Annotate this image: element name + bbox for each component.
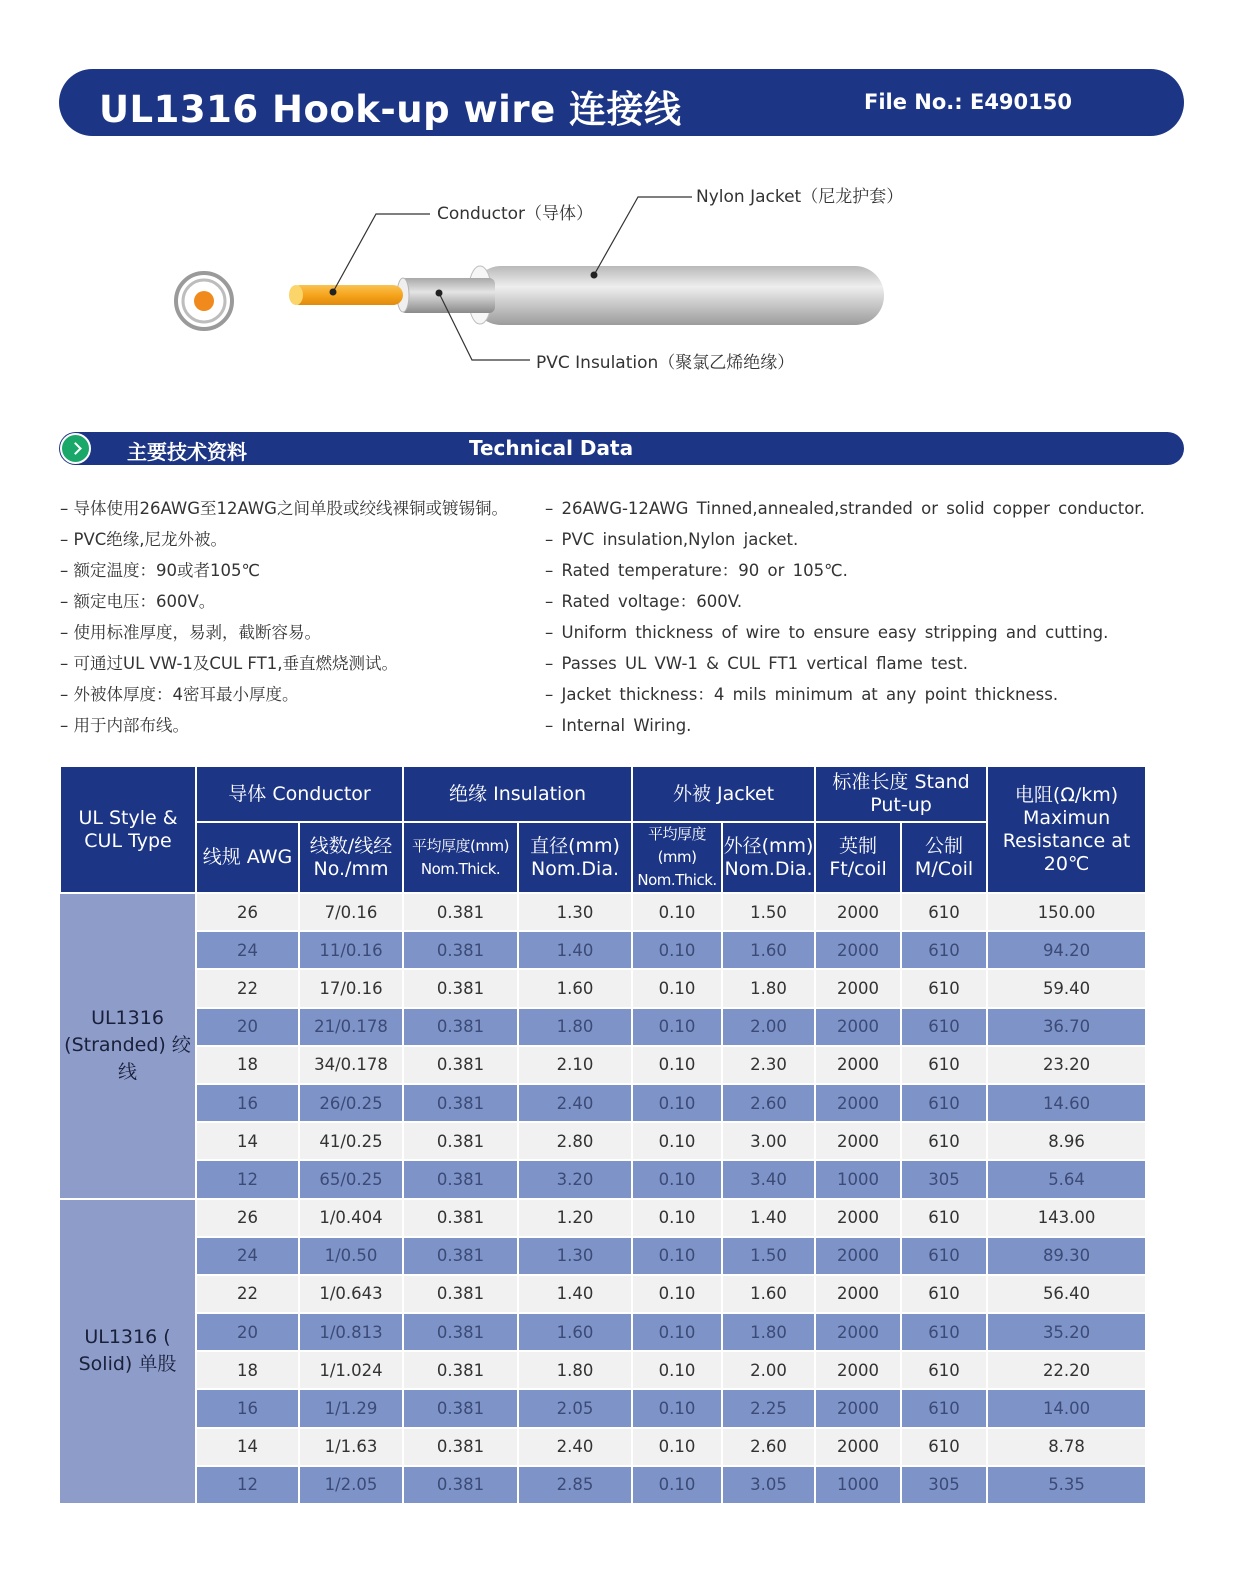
table-cell: 0.10 (632, 1389, 722, 1427)
table-cell: 22.20 (987, 1351, 1146, 1389)
conductor-label: Conductor（导体） (437, 204, 594, 224)
table-cell: 8.96 (987, 1122, 1146, 1160)
header-conductor: 导体 Conductor (196, 766, 403, 822)
table-row (60, 1084, 1146, 1122)
table-cell: 2000 (815, 931, 901, 969)
spec-item-en: – PVC insulation,Nylon jacket. (545, 527, 1185, 558)
table-cell: 610 (901, 1428, 987, 1466)
table-cell: 143.00 (987, 1199, 1146, 1237)
table-cell: 1.50 (722, 1237, 815, 1275)
table-cell: 16 (196, 1389, 299, 1427)
table-cell: 0.10 (632, 1351, 722, 1389)
table-cell: 0.10 (632, 1275, 722, 1313)
table-row (60, 931, 1146, 969)
table-cell: 20 (196, 1313, 299, 1351)
header-jac-dia: 外径(mm) Nom.Dia. (722, 822, 815, 893)
table-cell: 1/0.643 (299, 1275, 403, 1313)
table-cell: 0.10 (632, 1122, 722, 1160)
table-cell: 0.10 (632, 1313, 722, 1351)
header-putup: 标准长度 Stand Put-up (815, 766, 987, 822)
table-cell: 2000 (815, 1313, 901, 1351)
table-cell: 2000 (815, 1084, 901, 1122)
spec-item-cn: – 可通过UL VW-1及CUL FT1,垂直燃烧测试。 (60, 651, 540, 682)
spec-item-cn: – 使用标准厚度，易剥，截断容易。 (60, 620, 540, 651)
table-cell: 1.80 (722, 1313, 815, 1351)
table-cell: 0.10 (632, 1084, 722, 1122)
table-cell: 22 (196, 969, 299, 1007)
table-cell: 41/0.25 (299, 1122, 403, 1160)
table-row (60, 1313, 1146, 1351)
table-cell: 22 (196, 1275, 299, 1313)
table-row (60, 1237, 1146, 1275)
group-label: UL1316 ( Solid) 单股 (60, 1199, 196, 1505)
table-cell: 0.381 (403, 1046, 518, 1084)
table-cell: 89.30 (987, 1237, 1146, 1275)
table-cell: 0.10 (632, 1008, 722, 1046)
table-cell: 1.60 (518, 1313, 632, 1351)
table-cell: 610 (901, 1084, 987, 1122)
table-cell: 2000 (815, 1008, 901, 1046)
table-cell: 1/0.404 (299, 1199, 403, 1237)
table-cell: 0.10 (632, 969, 722, 1007)
cross-section-icon (176, 273, 232, 329)
table-cell: 2000 (815, 1237, 901, 1275)
table-row (60, 1428, 1146, 1466)
table-cell: 2.80 (518, 1122, 632, 1160)
table-row (60, 1160, 1146, 1198)
table-cell: 1/0.50 (299, 1237, 403, 1275)
table-cell: 26 (196, 893, 299, 931)
chevron-right-icon (60, 433, 91, 464)
table-cell: 23.20 (987, 1046, 1146, 1084)
spec-list-en (545, 496, 1185, 744)
table-row (60, 1046, 1146, 1084)
table-cell: 0.381 (403, 1237, 518, 1275)
table-cell: 8.78 (987, 1428, 1146, 1466)
table-cell: 0.10 (632, 893, 722, 931)
header-insulation: 绝缘 Insulation (403, 766, 632, 822)
table-cell: 14.00 (987, 1389, 1146, 1427)
table-row (60, 1122, 1146, 1160)
table-cell: 0.10 (632, 931, 722, 969)
table-cell: 24 (196, 1237, 299, 1275)
table-cell: 2.30 (722, 1046, 815, 1084)
header-m-coil: 公制 M/Coil (901, 822, 987, 893)
table-cell: 0.381 (403, 1466, 518, 1504)
header-ins-thick: 平均厚度(mm) Nom.Thick. (403, 822, 518, 893)
table-cell: 20 (196, 1008, 299, 1046)
pvc-insulation-label: PVC Insulation（聚氯乙烯绝缘） (536, 353, 795, 373)
spec-item-en: – Jacket thickness：4 mils minimum at any point thickness. (545, 682, 1185, 713)
table-cell: 2.00 (722, 1351, 815, 1389)
table-cell: 14 (196, 1428, 299, 1466)
spec-list-cn (60, 496, 540, 744)
spec-item-cn: – PVC绝缘,尼龙外被。 (60, 527, 540, 558)
table-cell: 610 (901, 893, 987, 931)
table-cell: 0.381 (403, 1122, 518, 1160)
table-cell: 610 (901, 1046, 987, 1084)
header-jacket: 外被 Jacket (632, 766, 815, 822)
table-cell: 2.40 (518, 1084, 632, 1122)
table-cell: 2.00 (722, 1008, 815, 1046)
header-style: UL Style & CUL Type (60, 766, 196, 893)
table-cell: 2.40 (518, 1428, 632, 1466)
nylon-jacket-label: Nylon Jacket（尼龙护套） (696, 187, 904, 207)
spec-item-cn: – 额定温度：90或者105℃ (60, 558, 540, 589)
title-banner (59, 69, 1184, 136)
table-cell: 2000 (815, 1275, 901, 1313)
table-cell: 21/0.178 (299, 1008, 403, 1046)
table-cell: 305 (901, 1160, 987, 1198)
table-cell: 1.60 (722, 1275, 815, 1313)
file-number: File No.: E490150 (863, 90, 1072, 114)
table-body (60, 893, 1146, 1504)
header-ins-dia: 直径(mm) Nom.Dia. (518, 822, 632, 893)
table-cell: 56.40 (987, 1275, 1146, 1313)
table-cell: 2.60 (722, 1428, 815, 1466)
table-cell: 1.50 (722, 893, 815, 931)
table-cell: 610 (901, 1122, 987, 1160)
table-cell: 5.64 (987, 1160, 1146, 1198)
table-cell: 2.60 (722, 1084, 815, 1122)
table-cell: 150.00 (987, 893, 1146, 931)
table-cell: 65/0.25 (299, 1160, 403, 1198)
table-cell: 0.10 (632, 1160, 722, 1198)
table-row (60, 1351, 1146, 1389)
table-cell: 0.381 (403, 893, 518, 931)
group-label: UL1316 (Stranded) 绞线 (60, 893, 196, 1199)
spec-item-en: – Internal Wiring. (545, 713, 1185, 744)
table-cell: 3.00 (722, 1122, 815, 1160)
table-cell: 2000 (815, 1199, 901, 1237)
table-cell: 1/1.024 (299, 1351, 403, 1389)
table-cell: 1.60 (722, 931, 815, 969)
header-ft-coil: 英制 Ft/coil (815, 822, 901, 893)
table-cell: 2.85 (518, 1466, 632, 1504)
table-cell: 0.381 (403, 1084, 518, 1122)
table-cell: 0.381 (403, 1428, 518, 1466)
page-title: UL1316 Hook-up wire 连接线 (99, 88, 682, 131)
technical-data-banner (59, 432, 1184, 465)
header-awg: 线规 AWG (196, 822, 299, 893)
table-cell: 1/0.813 (299, 1313, 403, 1351)
table-cell: 2.25 (722, 1389, 815, 1427)
table-row (60, 969, 1146, 1007)
section-title-cn: 主要技术资料 (127, 440, 247, 464)
table-row (60, 893, 1146, 931)
table-cell: 610 (901, 1313, 987, 1351)
table-cell: 2000 (815, 893, 901, 931)
table-cell: 26 (196, 1199, 299, 1237)
section-title-en: Technical Data (469, 436, 634, 460)
table-cell: 0.381 (403, 1351, 518, 1389)
table-cell: 24 (196, 931, 299, 969)
table-cell: 2.05 (518, 1389, 632, 1427)
spec-table (59, 765, 1147, 1505)
table-cell: 0.381 (403, 931, 518, 969)
table-cell: 1.40 (518, 1275, 632, 1313)
table-cell: 1.20 (518, 1199, 632, 1237)
table-cell: 1/1.63 (299, 1428, 403, 1466)
spec-item-cn: – 外被体厚度：4密耳最小厚度。 (60, 682, 540, 713)
table-cell: 1.40 (518, 931, 632, 969)
table-cell: 0.381 (403, 1275, 518, 1313)
table-cell: 0.381 (403, 1199, 518, 1237)
table-cell: 1.30 (518, 893, 632, 931)
table-cell: 0.381 (403, 1160, 518, 1198)
table-cell: 1.80 (518, 1351, 632, 1389)
table-cell: 0.10 (632, 1046, 722, 1084)
table-cell: 1.60 (518, 969, 632, 1007)
table-cell: 610 (901, 931, 987, 969)
table-cell: 14 (196, 1122, 299, 1160)
table-cell: 59.40 (987, 969, 1146, 1007)
table-cell: 0.10 (632, 1237, 722, 1275)
table-cell: 0.10 (632, 1428, 722, 1466)
table-cell: 2000 (815, 1351, 901, 1389)
table-cell: 610 (901, 1389, 987, 1427)
table-cell: 12 (196, 1466, 299, 1504)
table-cell: 1.80 (518, 1008, 632, 1046)
spec-item-en: – Passes UL VW-1 & CUL FT1 vertical flame test. (545, 651, 1185, 682)
table-cell: 610 (901, 1008, 987, 1046)
header-resistance: 电阻(Ω/km) Maximun Resistance at 20℃ (987, 766, 1146, 893)
table-cell: 2000 (815, 1428, 901, 1466)
table-cell: 36.70 (987, 1008, 1146, 1046)
table-cell: 94.20 (987, 931, 1146, 969)
table-cell: 1000 (815, 1466, 901, 1504)
table-cell: 1.80 (722, 969, 815, 1007)
table-cell: 17/0.16 (299, 969, 403, 1007)
table-cell: 1/1.29 (299, 1389, 403, 1427)
table-cell: 2000 (815, 1389, 901, 1427)
header-no-mm: 线数/线经 No./mm (299, 822, 403, 893)
wire-side-view (289, 266, 884, 325)
table-cell: 0.381 (403, 1313, 518, 1351)
table-row (60, 1199, 1146, 1237)
spec-item-cn: – 导体使用26AWG至12AWG之间单股或绞线裸铜或镀锡铜。 (60, 496, 540, 527)
table-row (60, 1008, 1146, 1046)
table-row (60, 1389, 1146, 1427)
table-cell: 7/0.16 (299, 893, 403, 931)
table-cell: 610 (901, 1237, 987, 1275)
spec-item-en: – Rated voltage：600V. (545, 589, 1185, 620)
table-row (60, 1275, 1146, 1313)
table-cell: 610 (901, 1351, 987, 1389)
table-cell: 0.381 (403, 1389, 518, 1427)
table-cell: 5.35 (987, 1466, 1146, 1504)
table-cell: 0.381 (403, 1008, 518, 1046)
table-cell: 12 (196, 1160, 299, 1198)
table-cell: 18 (196, 1351, 299, 1389)
table-cell: 2000 (815, 1122, 901, 1160)
table-cell: 3.05 (722, 1466, 815, 1504)
table-cell: 305 (901, 1466, 987, 1504)
table-cell: 2000 (815, 969, 901, 1007)
table-cell: 16 (196, 1084, 299, 1122)
spec-item-cn: – 额定电压：600V。 (60, 589, 540, 620)
table-cell: 1.40 (722, 1199, 815, 1237)
table-cell: 0.10 (632, 1199, 722, 1237)
table-cell: 610 (901, 969, 987, 1007)
header-jac-thick: 平均厚度(mm) Nom.Thick. (632, 822, 722, 893)
spec-item-en: – Uniform thickness of wire to ensure easy stripping and cutting. (545, 620, 1185, 651)
table-cell: 1000 (815, 1160, 901, 1198)
table-cell: 11/0.16 (299, 931, 403, 969)
table-cell: 14.60 (987, 1084, 1146, 1122)
table-cell: 2000 (815, 1046, 901, 1084)
table-cell: 610 (901, 1275, 987, 1313)
table-cell: 0.381 (403, 969, 518, 1007)
table-cell: 3.40 (722, 1160, 815, 1198)
spec-item-en: – Rated temperature：90 or 105℃. (545, 558, 1185, 589)
table-cell: 26/0.25 (299, 1084, 403, 1122)
wire-structure-diagram (0, 150, 1244, 410)
table-cell: 0.10 (632, 1466, 722, 1504)
table-cell: 610 (901, 1199, 987, 1237)
table-cell: 1.30 (518, 1237, 632, 1275)
table-cell: 2.10 (518, 1046, 632, 1084)
table-row (60, 1466, 1146, 1504)
table-cell: 18 (196, 1046, 299, 1084)
table-cell: 1/2.05 (299, 1466, 403, 1504)
table-cell: 35.20 (987, 1313, 1146, 1351)
spec-item-en: – 26AWG-12AWG Tinned,annealed,stranded or solid copper conductor. (545, 496, 1185, 527)
spec-item-cn: – 用于内部布线。 (60, 713, 540, 744)
table-cell: 3.20 (518, 1160, 632, 1198)
table-cell: 34/0.178 (299, 1046, 403, 1084)
